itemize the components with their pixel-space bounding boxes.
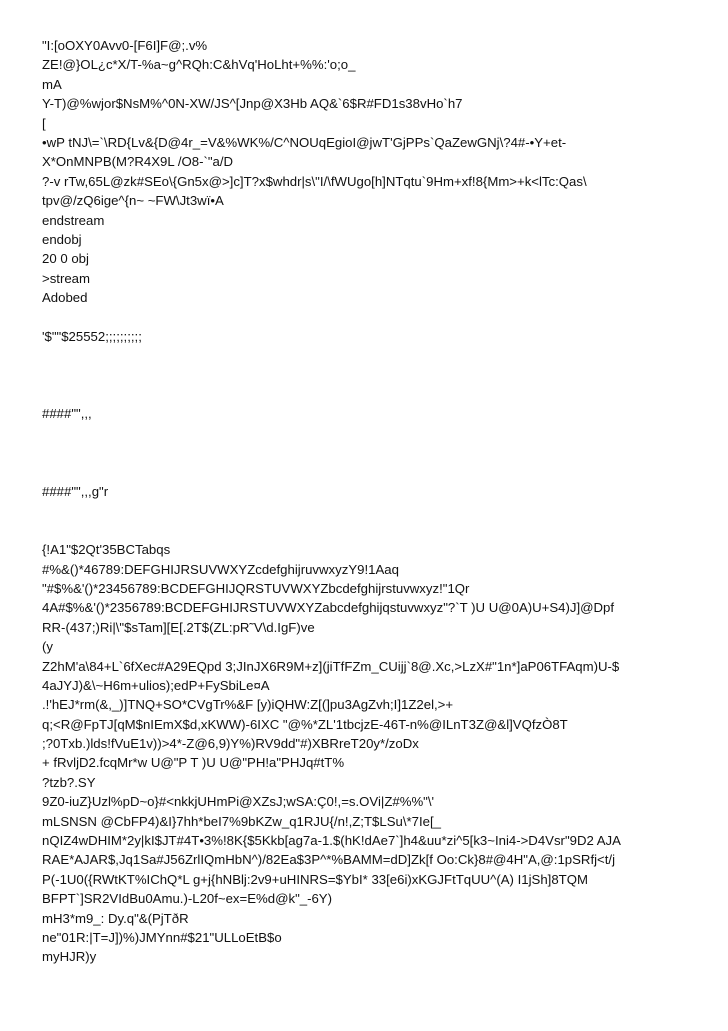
text-line [42, 366, 692, 385]
text-line: X*OnMNPB(M?R4X9L /O8-`"a/D [42, 154, 234, 170]
text-line: ZE!@}OL¿c*X/T-%a~g^RQh:C&hVq'HoLht+%%:'o;o_ [42, 57, 356, 73]
text-line: {!A1"$2Qt'35BCTabqs [42, 542, 171, 558]
document-body [42, 36, 692, 967]
text-line [42, 346, 692, 365]
text-line: '$""$25552;;;;;;;;;; [42, 328, 142, 344]
text-line [42, 307, 692, 326]
text-line: Adobed [42, 290, 88, 306]
text-line [42, 443, 692, 462]
text-line: "I:[oOXY0Avv0-[F6I]F@;.v% [42, 38, 208, 53]
text-line: #%&()*46789:DEFGHIJRSUVWXYZcdefghijruvwxyzY9!1Aaq [42, 561, 399, 577]
text-line: Z2hM'a\84+L`6fXec#A29EQpd 3;JInJX6R9M+z](jiTfFZm_CUijj`8@.Xc,>LzX#"1n*]aP06TFAqm)U-$ [42, 658, 620, 674]
text-line: endstream [42, 212, 105, 228]
text-line: RR-(437;)Ri|\"$sTam][E[.2T$(ZL:pR˜V\d.IgF)ve [42, 619, 315, 635]
text-line: mLSNSN @CbFP4)&I}7hh*beI7%9bKZw_q1RJU{/n!,Z;T$LSu\*7Ie[_ [42, 813, 441, 829]
text-line: + fRvljD2.fcqMr*w U@"P T )U U@"PH!a"PHJq#tT% [42, 755, 345, 771]
text-line [42, 385, 692, 404]
text-line: 20 0 obj [42, 251, 89, 267]
text-line: (y [42, 639, 53, 655]
text-line: .!'hEJ*rm(&,_)]TNQ+SO*CVgTr%&F [y)iQHW:Z[(]pu3AgZvh;I]1Z2el,>+ [42, 697, 454, 713]
text-line: nQIZ4wDHIM*2y|kI$JT#4T•3%!8K{$5Kkb[ag7a-1.$(hK!dAe7`]h4&uu*zi^5[k3~Ini4->D4Vsr"9D2 AJA [42, 833, 621, 849]
text-line [42, 424, 692, 443]
text-line: ####"",,, [42, 406, 92, 422]
text-line: •wP tNJ\=`\RD{Lv&{D@4r_=V&%WK%/C^NOUqEgioI@jwT'GjPPs`QaZewGNj\?4#-•Y+et- [42, 134, 567, 150]
text-line: mH3*m9_: Dy.q"&(PjTðR [42, 910, 189, 926]
text-line: 4aJYJ)&\~H6m+ulios);edP+FySbiLe¤A [42, 677, 270, 693]
text-line: ?tzb?.SY [42, 774, 96, 790]
text-line: P(-1U0({RWtKT%IChQ*L g+j{hNBlj:2v9+uHINRS=$YbI* 33[e6i)xKGJFtTqUU^(A) I1jSh]8TQM [42, 871, 588, 887]
text-line: ?-v rTw,65L@zk#SEo\{Gn5x@>]c]T?x$whdr|s\"I/\fWUgo[h]NTqtu`9Hm+xf!8{Mm>+k<lTc:Qas\ [42, 173, 587, 189]
text-line: 4A#$%&'()*2356789:BCDEFGHIJRSTUVWXYZabcdefghijqstuvwxyz"?`T )U U@0A)U+S4)J]@Dpf [42, 600, 615, 616]
text-line [42, 463, 692, 482]
text-line: RAE*AJAR$,Jq1Sa#J56ZrlIQmHbN^)/82Ea$3P^*%BAMM=dD]Zk[f Oo:Ck}8#@4H"A,@:1pSRfj<t/j [42, 852, 616, 868]
text-line: myHJR)y [42, 949, 97, 965]
text-line: ####"",,,g"r [42, 483, 109, 499]
text-line: ;?0Txb.)lds!fVuE1v))>4*-Z@6,9)Y%)RV9dd"#)XBRreT20y*/zoDx [42, 736, 419, 752]
text-line [42, 501, 692, 520]
text-line: mA [42, 76, 62, 92]
text-line: tpv@/zQ6ige^{n~ ~FW\Jt3wï•A [42, 193, 224, 209]
text-line: q;<R@FpTJ[qM$nIEmX$d,xKWW)-6IXC "@%*ZL'1tbcjzE-46T-n%@ILnT3Z@&l]VQfzÒ8T [42, 716, 568, 732]
text-line: "#$%&'()*23456789:BCDEFGHIJQRSTUVWXYZbcdefghijrstuvwxyz!"1Qr [42, 580, 470, 596]
text-line: 9Z0-iuZ}Uzl%pD~o}#<nkkjUHmPi@XZsJ;wSA:Ç0!,=s.OVi|Z#%%"\' [42, 794, 435, 810]
text-line [42, 521, 692, 540]
text-line: BFPT`]SR2VIdBu0Amu.)-L20f~ex=E%d@k"_-6Y) [42, 891, 332, 907]
text-line: >stream [42, 270, 91, 286]
text-line: endobj [42, 231, 82, 247]
text-line: ne"01R:|T=J])%)JMYnn#$21"ULLoEtB$o [42, 929, 282, 945]
text-line: Y-T)@%wjor$NsM%^0N-XW/JS^[Jnp@X3Hb AQ&`6$R#FD1s38vHo`h7 [42, 96, 463, 112]
text-line: [ [42, 115, 46, 131]
